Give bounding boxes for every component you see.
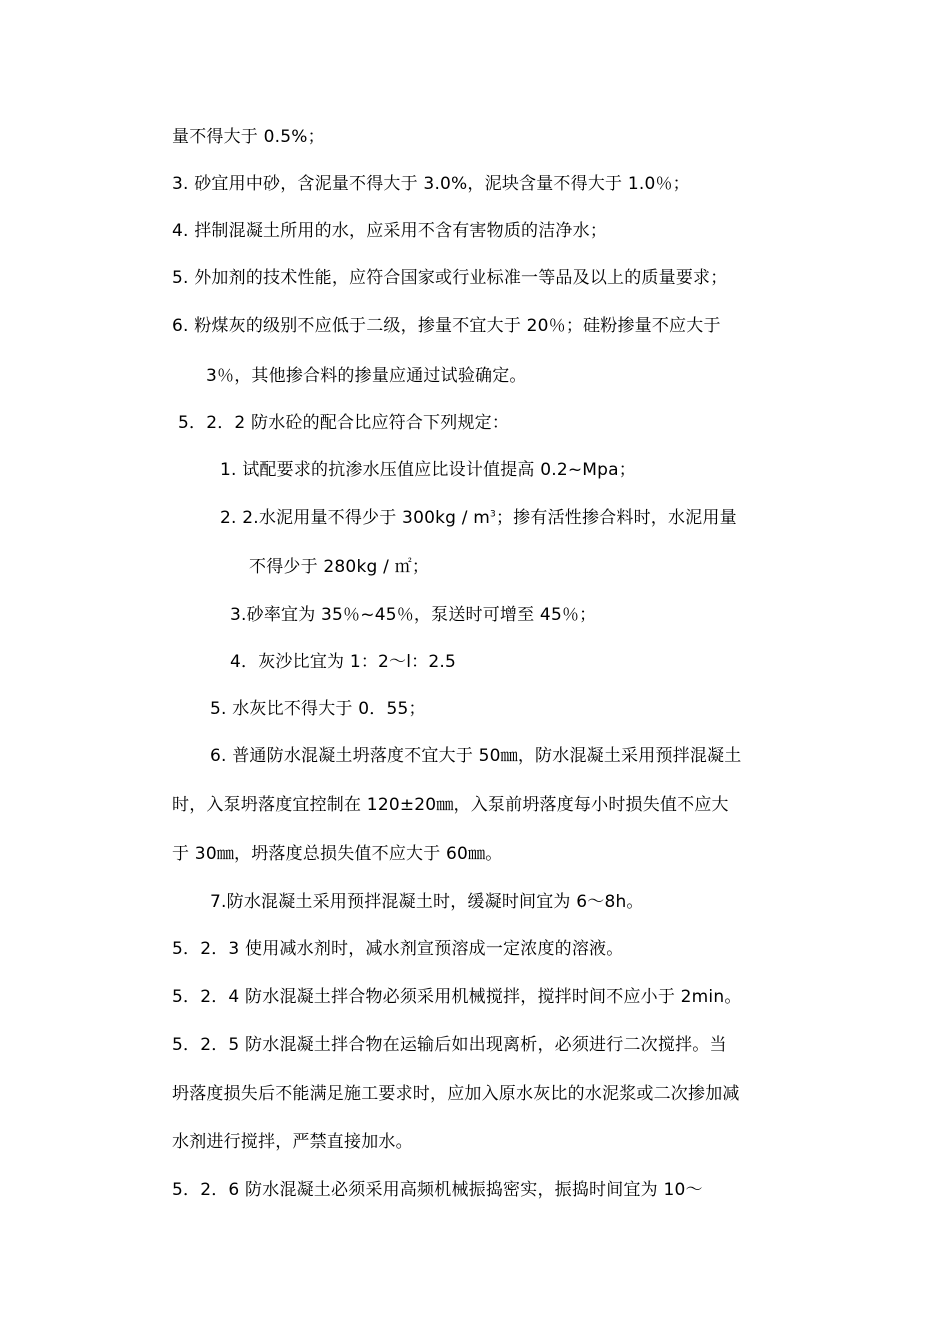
superscript: 3: [490, 509, 496, 520]
text-line: 于 30㎜，坍落度总损失值不应大于 60㎜。: [172, 844, 503, 864]
section-heading: 5．2．3 使用减水剂时，减水剂宣预溶成一定浓度的溶液。: [172, 939, 624, 959]
list-item: [220, 506, 737, 530]
text-line: 3％，其他掺合料的掺量应通过试验确定。: [206, 366, 527, 386]
text-line: 时，入泵坍落度宜控制在 120±20㎜，入泵前坍落度每小时损失值不应大: [172, 795, 729, 815]
list-item: 4．灰沙比宜为 1：2～l：2.5: [230, 652, 457, 672]
text-line: 量不得大于 0.5%；: [172, 127, 325, 147]
section-heading: 5．2．2 防水砼的配合比应符合下列规定：: [178, 413, 510, 433]
list-item: 3. 砂宜用中砂，含泥量不得大于 3.0%，泥块含量不得大于 1.0％；: [172, 174, 690, 194]
text-fragment: 2. 2.水泥用量不得少于 300kg / m: [220, 508, 491, 528]
list-item: 5. 外加剂的技术性能，应符合国家或行业标准一等品及以上的质量要求；: [172, 268, 728, 288]
text-line: 坍落度损失后不能满足施工要求时，应加入原水灰比的水泥浆或二次掺加减: [172, 1084, 740, 1104]
section-heading: 5．2．6 防水混凝土必须采用高频机械振捣密实，振捣时间宜为 10～: [172, 1180, 703, 1200]
list-item: 3.砂率宜为 35％~45％，泵送时可增至 45％；: [230, 605, 597, 625]
section-heading: 5．2．4 防水混凝土拌合物必须采用机械搅拌，搅拌时间不应小于 2min。: [172, 987, 742, 1007]
list-item: 6. 粉煤灰的级别不应低于二级，掺量不宜大于 20％；硅粉掺量不应大于: [172, 316, 721, 336]
list-item: 7.防水混凝土采用预拌混凝土时，缓凝时间宜为 6～8h。: [210, 892, 644, 912]
list-item: 4. 拌制混凝土所用的水，应采用不含有害物质的洁净水；: [172, 221, 608, 241]
text-line: 水剂进行搅拌，严禁直接加水。: [172, 1132, 413, 1152]
text-line: 不得少于 280kg / ㎡；: [249, 557, 430, 577]
section-heading: 5．2．5 防水混凝土拌合物在运输后如出现离析，必须进行二次搅拌。当: [172, 1035, 727, 1055]
list-item: 1. 试配要求的抗渗水压值应比设计值提高 0.2~Mpa；: [220, 460, 636, 480]
list-item: 5. 水灰比不得大于 0．55；: [210, 699, 426, 719]
text-fragment: ；掺有活性掺合料时，水泥用量: [495, 508, 737, 528]
list-item: 6. 普通防水混凝土坍落度不宜大于 50㎜，防水混凝土采用预拌混凝土: [210, 746, 742, 766]
